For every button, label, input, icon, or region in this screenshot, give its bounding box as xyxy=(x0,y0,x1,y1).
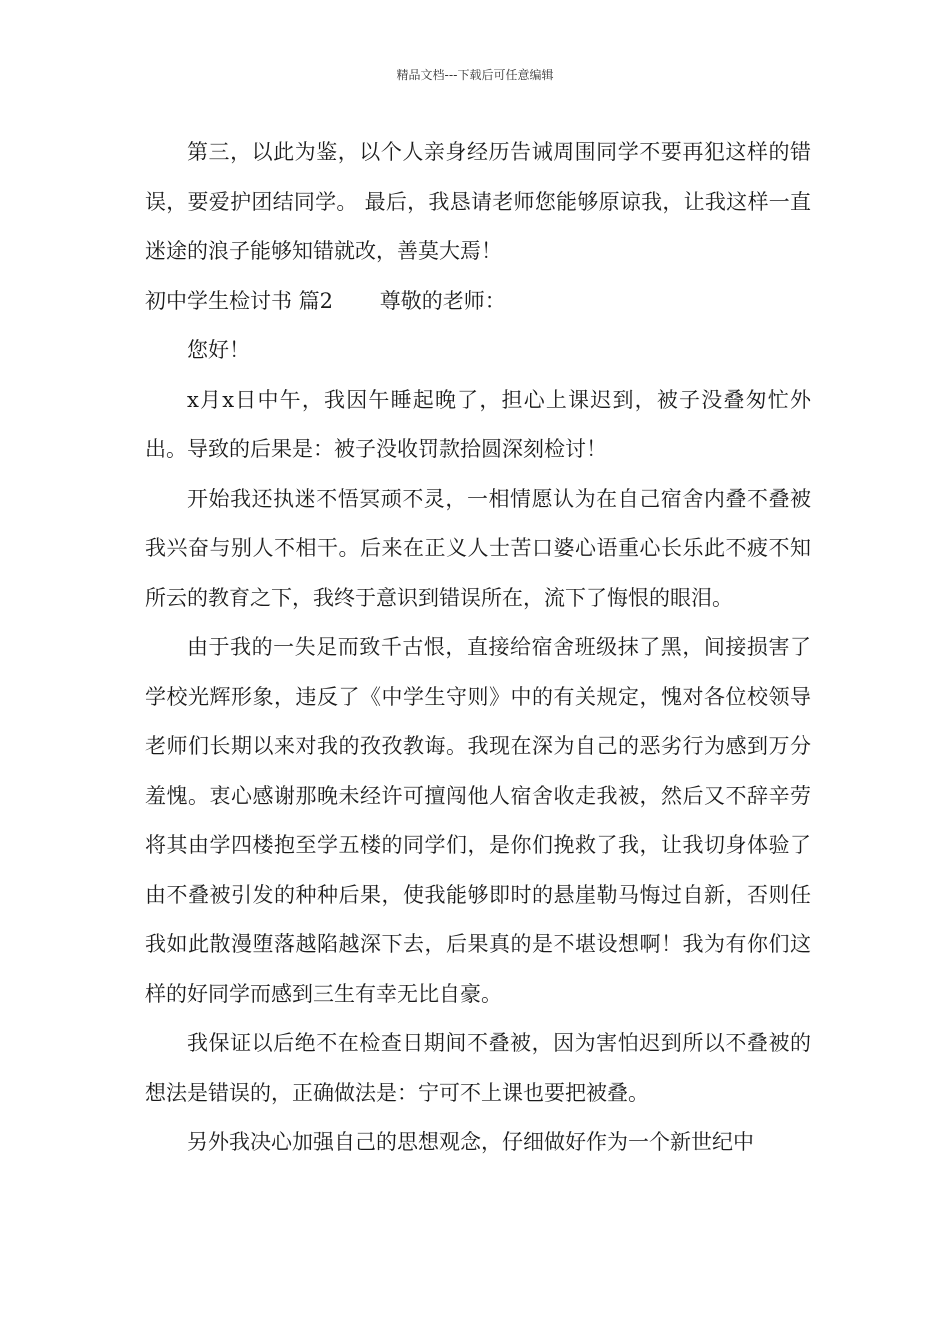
paragraph: x月x日中午，我因午睡起晚了，担心上课迟到，被子没叠匆忙外出。导致的后果是：被子没收罚款拾圆深刻检讨！ xyxy=(145,387,811,461)
document-body xyxy=(145,128,811,1168)
page-header: 精品文档---下载后可任意编辑 xyxy=(396,68,554,82)
paragraph: 由于我的一失足而致千古恨，直接给宿舍班级抹了黑，间接损害了学校光辉形象，违反了《中学生守则》中的有关规定，愧对各位校领导老师们长期以来对我的孜孜教诲。我现在深为自己的恶劣行为感到万分羞愧。衷心感谢那晚未经许可擅闯他人宿舍收走我被，然后又不辞辛劳将其由学四楼抱至学五楼的同学们，是你们挽救了我，让我切身体验了由不叠被引发的种种后果，使我能够即时的悬崖勒马悔过自新，否则任我如此散漫堕落越陷越深下去，后果真的是不堪设想啊！我为有你们这样的好同学而感到三生有幸无比自豪。 xyxy=(145,635,811,1006)
paragraph: 第三，以此为鉴，以个人亲身经历告诫周围同学不要再犯这样的错误，要爱护团结同学。 最后，我恳请老师您能够原谅我，让我这样一直迷途的浪子能够知错就改，善莫大焉！ xyxy=(145,140,811,263)
paragraph: 另外我决心加强自己的思想观念，仔细做好作为一个新世纪中 xyxy=(187,1130,754,1154)
paragraph: 我保证以后绝不在检查日期间不叠被，因为害怕迟到所以不叠被的想法是错误的，正确做法是：宁可不上课也要把被叠。 xyxy=(145,1031,811,1105)
paragraph: 开始我还执迷不悟冥顽不灵，一相情愿认为在自己宿舍内叠不叠被我兴奋与别人不相干。后来在正义人士苦口婆心语重心长乐此不疲不知所云的教育之下，我终于意识到错误所在，流下了悔恨的眼泪。 xyxy=(145,486,811,610)
greeting: 您好！ xyxy=(187,338,250,362)
section-heading: 初中学生检讨书 篇2 尊敬的老师： xyxy=(145,288,506,313)
